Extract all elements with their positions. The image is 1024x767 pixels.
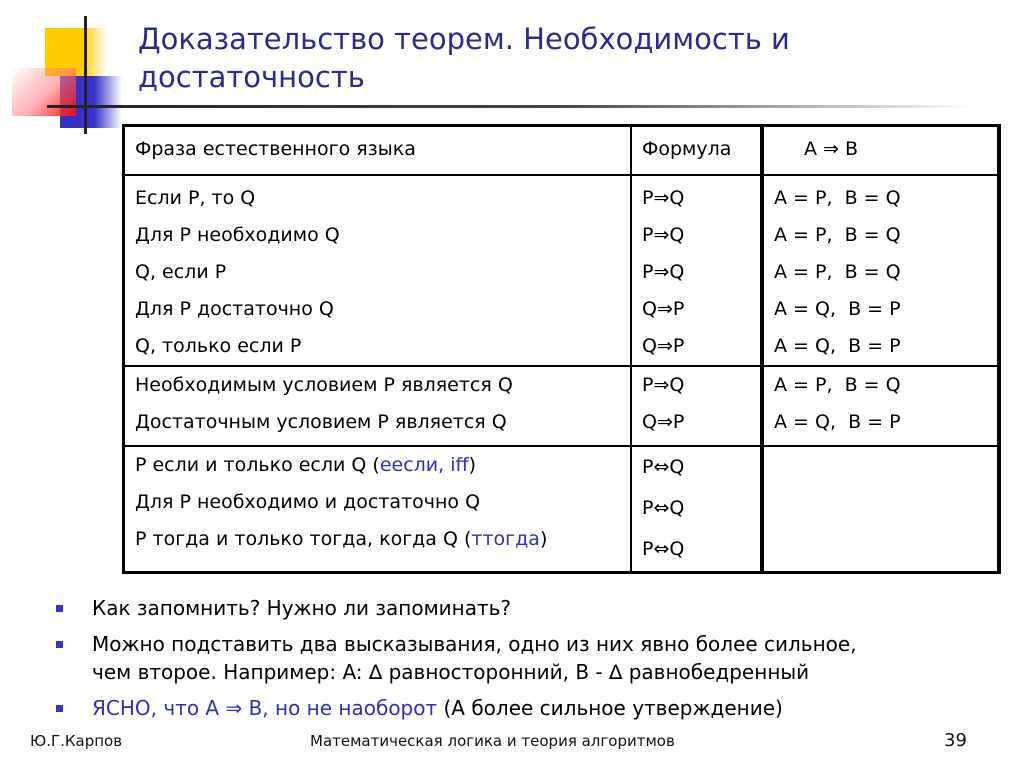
phrase-main: P если и только если Q ( — [135, 454, 380, 476]
phrase-tail: ) — [539, 528, 548, 550]
bullet-text: Как запомнить? Нужно ли запоминать? — [92, 596, 512, 620]
mapping: A = Q, B = P — [774, 298, 901, 320]
formulas-cell — [631, 175, 762, 366]
table-row-group-2 — [124, 366, 1000, 446]
formula: P⇒Q — [642, 261, 685, 283]
formulas-cell — [631, 366, 762, 446]
mapping-cell — [762, 175, 999, 366]
phrase — [135, 447, 630, 484]
formula: P⇔Q — [642, 497, 685, 519]
title-line-2: достаточность — [138, 60, 365, 94]
phrase — [135, 484, 630, 521]
header-implication-text: A ⇒ B — [804, 138, 859, 160]
equivalence-table — [122, 124, 1001, 574]
mapping-cell — [762, 366, 999, 446]
phrase: Достаточным условием P является Q — [135, 411, 507, 433]
table-row-group-1 — [124, 175, 1000, 366]
phrase-tail: ) — [468, 454, 476, 476]
phrase — [135, 521, 630, 558]
bullet-accent-text: ЯСНО, что A ⇒ B, но не наоборот — [92, 696, 438, 720]
title-line-1: Доказательство теорем. Необходимость и — [138, 22, 790, 56]
phrase: Для P необходимо Q — [135, 224, 340, 246]
formulas-cell — [631, 446, 762, 573]
formula: Q⇒P — [642, 335, 685, 357]
mapping: A = P, B = Q — [774, 261, 901, 283]
formula: P⇒Q — [642, 224, 685, 246]
formula: P⇒Q — [642, 187, 685, 209]
mapping: A = P, B = Q — [774, 187, 901, 209]
mapping: A = P, B = Q — [774, 224, 901, 246]
footer-author: Ю.Г.Карпов — [30, 732, 123, 750]
phrase-accent: еесли, iff — [379, 454, 469, 476]
phrase-accent: ттогда — [471, 528, 540, 550]
bullet-square-icon — [56, 641, 63, 648]
page-number: 39 — [944, 730, 967, 751]
mapping: A = Q, B = P — [774, 335, 901, 357]
header-implication — [762, 126, 999, 176]
bullet-square-icon — [56, 705, 63, 712]
footer-course: Математическая логика и теория алгоритмов — [310, 732, 675, 750]
bullet-text — [92, 694, 783, 722]
phrase: Необходимым условием P является Q — [135, 374, 513, 396]
phrase-main: P тогда и только тогда, когда Q ( — [135, 528, 472, 550]
header-formula: Формула — [631, 126, 762, 176]
phrase: Для P достаточно Q — [135, 298, 334, 320]
bullet-text-continued: чем второе. Например: A: ∆ равносторонний, B - ∆ равнобедренный — [92, 660, 810, 684]
table-header-row — [124, 126, 1000, 176]
decor-red-square — [12, 68, 76, 116]
bullet-square-icon — [56, 605, 63, 612]
mapping: A = Q, B = P — [774, 411, 901, 433]
phrases-cell — [124, 446, 632, 573]
formula: P⇔Q — [642, 538, 685, 560]
bullet-plain-text: (A более сильное утверждение) — [437, 696, 783, 720]
slide-title — [138, 20, 978, 96]
phrase: Если P, то Q — [135, 187, 256, 209]
bullet-text: Можно подставить два высказывания, одно из них явно более сильное, — [92, 632, 857, 656]
phrase-main: Для P необходимо и достаточно Q — [135, 491, 481, 513]
phrases-cell — [124, 366, 632, 446]
header-phrase: Фраза естественного языка — [124, 126, 632, 176]
phrase: Q, если P — [135, 261, 227, 283]
formula: Q⇒P — [642, 298, 685, 320]
mapping-cell-empty — [762, 446, 999, 573]
phrases-cell — [124, 175, 632, 366]
mapping: A = P, B = Q — [774, 374, 901, 396]
formula: P⇒Q — [642, 374, 685, 396]
formula: Q⇒P — [642, 411, 685, 433]
title-underline — [47, 105, 977, 108]
formula: P⇔Q — [642, 456, 685, 478]
decor-vertical-line — [84, 16, 87, 134]
table-row-group-3 — [124, 446, 1000, 573]
phrase: Q, только если P — [135, 335, 302, 357]
